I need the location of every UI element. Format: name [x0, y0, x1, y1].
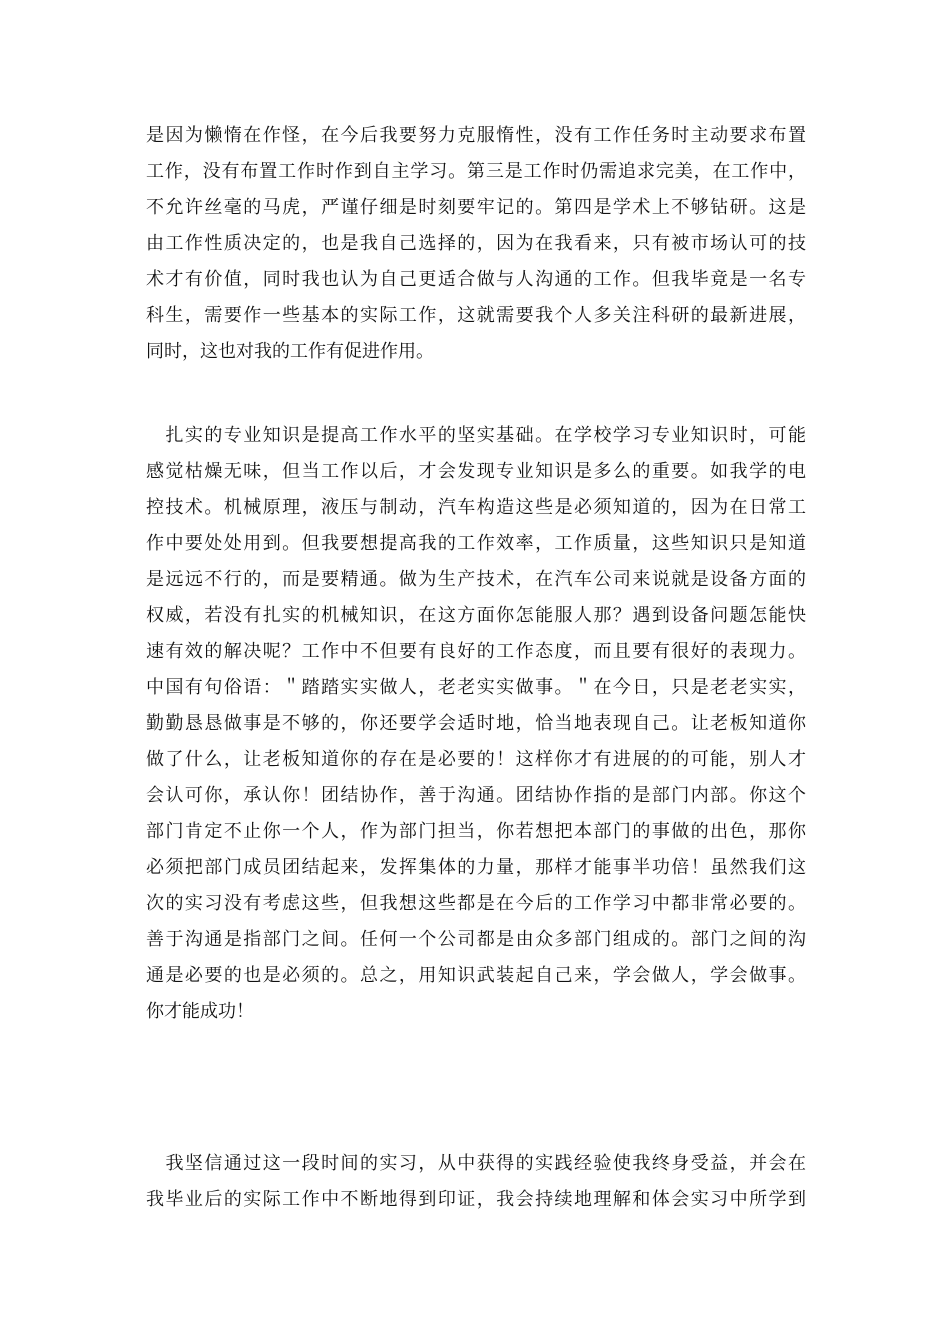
text-line: 同时，这也对我的工作有促进作用。	[146, 341, 434, 362]
text-line: 必须把部门成员团结起来，发挥集体的力量，那样才能事半功倍！虽然我们这	[146, 857, 806, 878]
text-line: 感觉枯燥无味，但当工作以后，才会发现专业知识是多么的重要。如我学的电	[146, 461, 806, 482]
text-line: 是远远不行的，而是要精通。做为生产技术，在汽车公司来说就是设备方面的	[146, 569, 806, 590]
text-line: 我毕业后的实际工作中不断地得到印证，我会持续地理解和体会实习中所学到	[146, 1189, 806, 1210]
text-line: 我坚信通过这一段时间的实习，从中获得的实践经验使我终身受益，并会在	[146, 1153, 806, 1174]
text-line: 做了什么，让老板知道你的存在是必要的！这样你才有进展的的可能，别人才	[146, 749, 806, 770]
paragraph-2	[146, 418, 806, 1030]
text-line: 勤勤恳恳做事是不够的，你还要学会适时地，恰当地表现自己。让老板知道你	[146, 713, 806, 734]
text-line: 扎实的专业知识是提高工作水平的坚实基础。在学校学习专业知识时，可能	[146, 425, 806, 446]
text-line: 次的实习没有考虑这些，但我想这些都是在今后的工作学习中都非常必要的。	[146, 893, 806, 914]
text-line: 术才有价值，同时我也认为自己更适合做与人沟通的工作。但我毕竟是一名专	[146, 269, 806, 290]
text-line: 工作，没有布置工作时作到自主学习。第三是工作时仍需追求完美，在工作中，	[146, 161, 806, 182]
paragraph-3	[146, 1146, 806, 1218]
text-line: 由工作性质决定的，也是我自己选择的，因为在我看来，只有被市场认可的技	[146, 233, 806, 254]
text-line: 科生，需要作一些基本的实际工作，这就需要我个人多关注科研的最新进展，	[146, 305, 806, 326]
text-line: 作中要处处用到。但我要想提高我的工作效率，工作质量，这些知识只是知道	[146, 533, 806, 554]
text-line: 权威，若没有扎实的机械知识，在这方面你怎能服人那？遇到设备问题怎能快	[146, 605, 806, 626]
text-line: 你才能成功！	[146, 1001, 254, 1022]
text-line: 速有效的解决呢？工作中不但要有良好的工作态度，而且要有很好的表现力。	[146, 641, 806, 662]
text-line: 会认可你，承认你！团结协作，善于沟通。团结协作指的是部门内部。你这个	[146, 785, 806, 806]
text-line: 善于沟通是指部门之间。任何一个公司都是由众多部门组成的。部门之间的沟	[146, 929, 806, 950]
text-line: 控技术。机械原理，液压与制动，汽车构造这些是必须知道的，因为在日常工	[146, 497, 806, 518]
text-line: 部门肯定不止你一个人，作为部门担当，你若想把本部门的事做的出色，那你	[146, 821, 806, 842]
text-line: 不允许丝毫的马虎，严谨仔细是时刻要牢记的。第四是学术上不够钻研。这是	[146, 197, 806, 218]
text-line: 通是必要的也是必须的。总之，用知识武装起自己来，学会做人，学会做事。	[146, 965, 806, 986]
text-line: 是因为懒惰在作怪，在今后我要努力克服惰性，没有工作任务时主动要求布置	[146, 125, 806, 146]
text-line: 中国有句俗语：＂踏踏实实做人，老老实实做事。＂在今日，只是老老实实，	[146, 677, 806, 698]
paragraph-1	[146, 118, 806, 370]
